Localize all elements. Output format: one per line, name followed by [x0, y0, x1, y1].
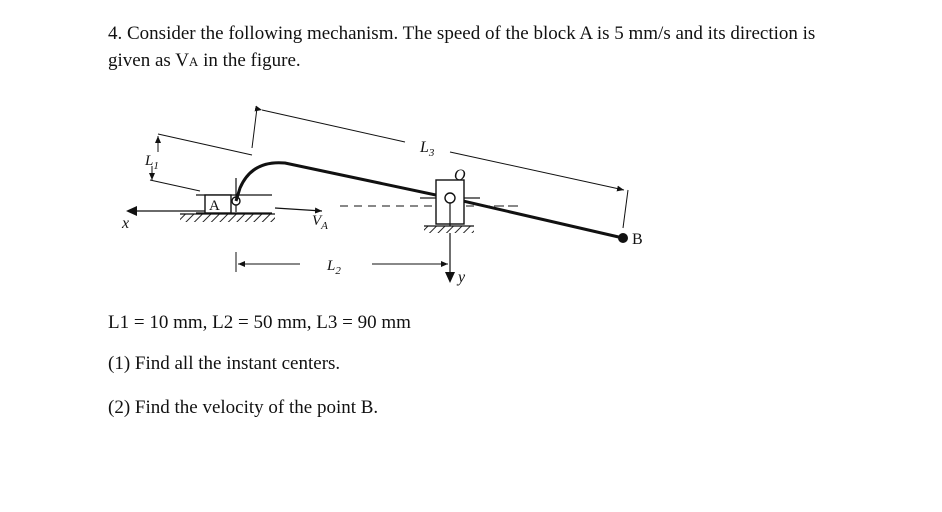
- L2-label: $L_2$: [327, 258, 341, 277]
- y-axis-label: y: [458, 269, 466, 286]
- L3-dimension-left: [262, 110, 405, 142]
- ground-A: [180, 214, 275, 222]
- L1-extension-bottom: [150, 180, 200, 191]
- L1-extension-top: [158, 134, 252, 155]
- pivot-O: [445, 193, 455, 203]
- ground-O: [424, 226, 474, 233]
- L3-label: $L_3$: [420, 139, 435, 159]
- problem-text-sub: A: [188, 54, 199, 69]
- pivot-O-label: O: [454, 167, 466, 184]
- L1-label: $L_1$: [145, 153, 159, 172]
- L3-extension-end: [623, 190, 628, 228]
- given-dimensions: L1 = 10 mm, L2 = 50 mm, L3 = 90 mm: [108, 312, 411, 333]
- L3-extension-start: [252, 108, 257, 148]
- velocity-label-VA: $V_A$: [312, 213, 328, 232]
- problem-number: 4.: [108, 23, 123, 44]
- question-2: (2) Find the velocity of the point B.: [108, 397, 379, 418]
- y-axis-arrowhead: [445, 272, 455, 283]
- problem-text-2: given as V: [108, 50, 189, 71]
- velocity-arrow-VA: [275, 208, 322, 211]
- question-1: (1) Find all the instant centers.: [108, 353, 341, 374]
- point-B: [618, 233, 628, 243]
- block-A-label: A: [209, 198, 220, 214]
- problem-text-1: Consider the following mechanism. The speed of the block A is 5 mm/s and its direction is: [127, 23, 816, 44]
- x-axis-label: x: [122, 215, 130, 232]
- point-B-label: B: [632, 231, 643, 248]
- problem-text-3: in the figure.: [198, 50, 301, 71]
- L3-dimension-right: [450, 152, 624, 190]
